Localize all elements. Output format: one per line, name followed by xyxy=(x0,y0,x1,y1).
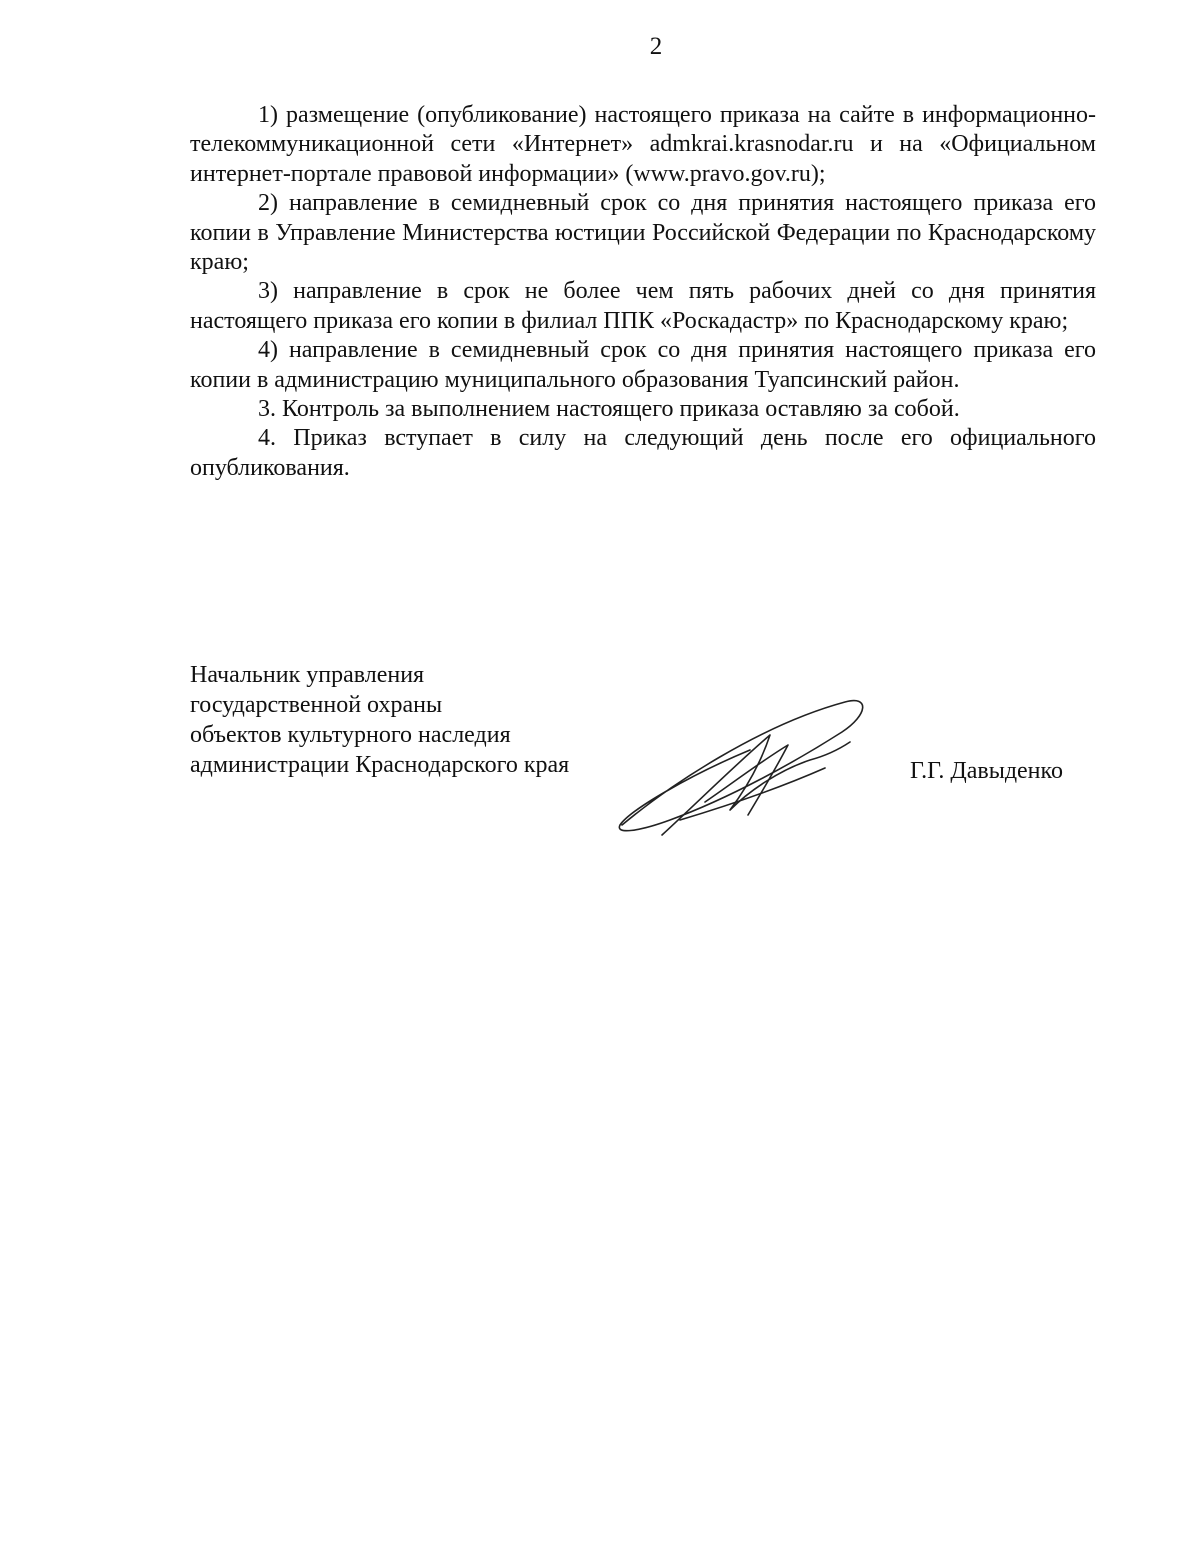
signatory-position-line: администрации Краснодарского края xyxy=(190,752,570,778)
document-body xyxy=(190,101,1096,483)
page-number: 2 xyxy=(649,33,663,60)
signatory-position xyxy=(190,660,650,780)
paragraph-control: 3. Контроль за выполнением настоящего приказа оставляю за собой. xyxy=(258,396,960,423)
paragraph-item-4: 4) направление в семидневный срок со дня принятия настоящего приказа его копии в администрацию муниципального образования Туапсинский район. xyxy=(190,337,1096,393)
paragraph-item-2: 2) направление в семидневный срок со дня принятия настоящего приказа его копии в Управление Министерства юстиции Российской Федерации по Краснодарскому краю; xyxy=(190,190,1096,276)
signatory-position-line: объектов культурного наследия xyxy=(190,722,511,748)
signatory-position-line: Начальник управления xyxy=(190,662,425,688)
paragraph-effective-date: 4. Приказ вступает в силу на следующий день после его официального опубликования. xyxy=(190,425,1096,481)
paragraph-item-1: 1) размещение (опубликование) настоящего приказа на сайте в информационно-телекоммуникационной сети «Интернет» admkrai.krasnodar.ru и на «Официальном интернет-портале правовой информации» (www.pravo.gov.ru); xyxy=(190,102,1096,187)
signatory-position-line: государственной охраны xyxy=(190,692,443,718)
signatory-name: Г.Г. Давыденко xyxy=(910,758,1063,784)
paragraph-item-3: 3) направление в срок не более чем пять рабочих дней со дня принятия настоящего приказа его копии в филиал ППК «Роскадастр» по Краснодарскому краю; xyxy=(190,278,1096,334)
handwritten-signature xyxy=(610,690,870,850)
